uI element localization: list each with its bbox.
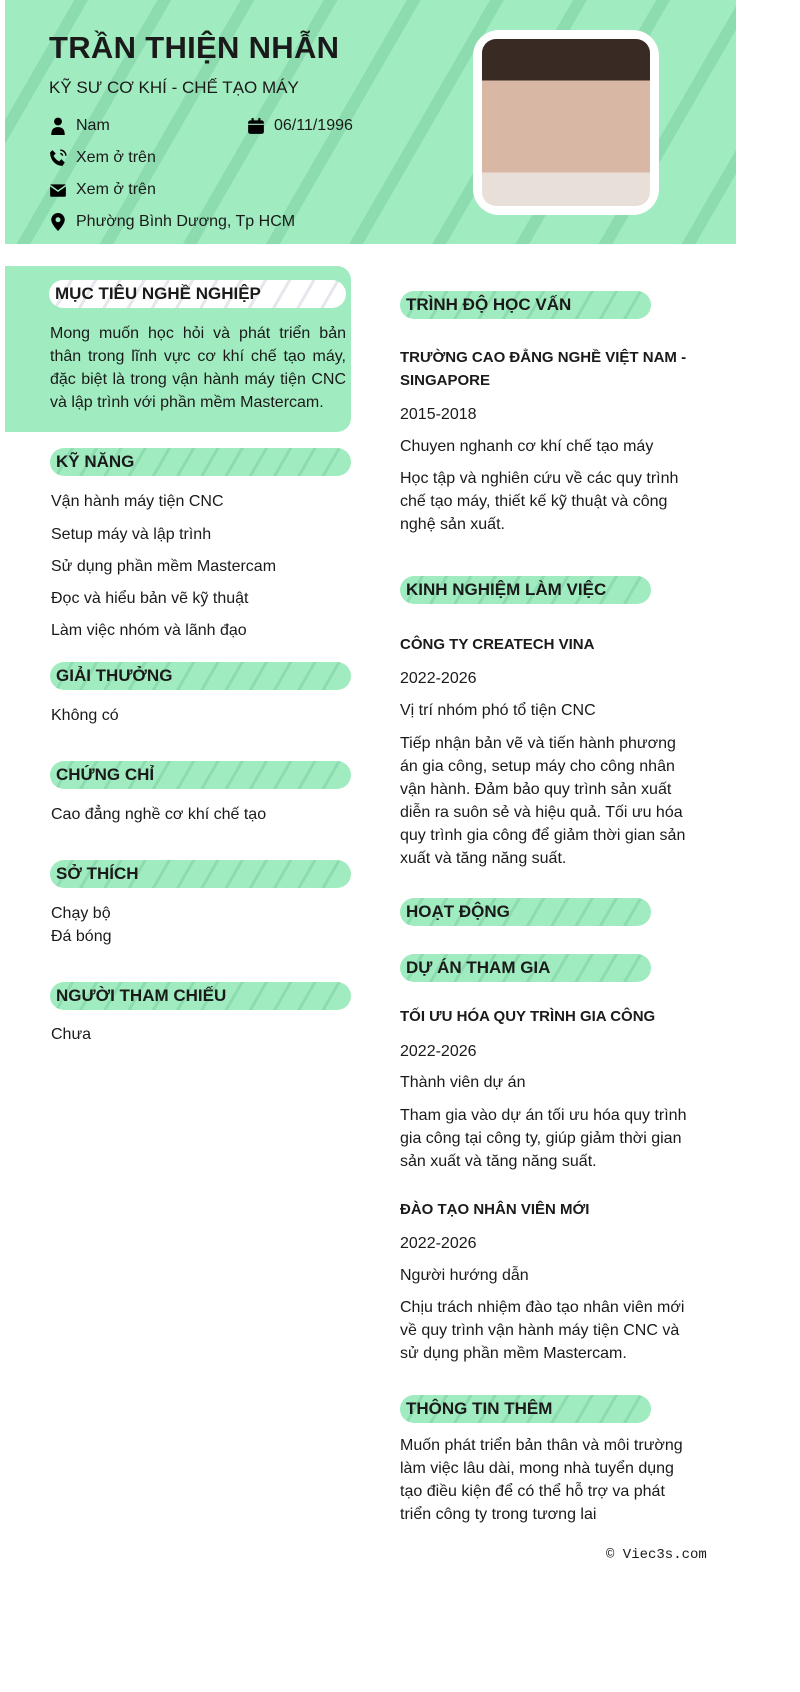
education-period: 2015-2018 (400, 406, 477, 423)
person-icon (49, 117, 67, 135)
calendar-icon (247, 117, 265, 135)
additional-text: Muốn phát triển bản thân và môi trường làm việc lâu dài, mong nhà tuyển dụng tạo điều kiện để có thể hỗ trợ va phát triển công ty trong tương lai (400, 1437, 683, 1523)
project-period: 2022-2026 (400, 1043, 477, 1060)
experience-heading: KINH NGHIỆM LÀM VIỆC (400, 576, 651, 604)
map-pin-icon (49, 213, 67, 231)
skill-item: Làm việc nhóm và lãnh đạo (51, 622, 247, 639)
skill-item: Vận hành máy tiện CNC (51, 493, 224, 510)
awards-text: Không có (51, 707, 119, 724)
objective-section (5, 266, 351, 432)
cv-header (5, 0, 736, 244)
project-title: TỐI ƯU HÓA QUY TRÌNH GIA CÔNG (400, 1008, 656, 1025)
email-value: Xem ở trên (76, 181, 156, 198)
experience-period: 2022-2026 (400, 670, 477, 687)
phone-info (49, 149, 156, 167)
skill-item: Đọc và hiểu bản vẽ kỹ thuật (51, 590, 249, 607)
references-text: Chưa (51, 1026, 92, 1043)
projects-heading: DỰ ÁN THAM GIA (400, 954, 651, 982)
phone-icon (49, 149, 67, 167)
skill-item: Sử dụng phần mềm Mastercam (51, 558, 277, 575)
address-value: Phường Bình Dương, Tp HCM (76, 213, 296, 230)
project-desc: Tham gia vào dự án tối ưu hóa quy trình gia công tại công ty, giúp giảm thời gian sản xuất và tăng năng suất. (400, 1107, 687, 1170)
education-desc: Học tập và nghiên cứu về các quy trình chế tạo máy, thiết kế kỹ thuật và công nghệ sản xuất. (400, 470, 679, 533)
objective-heading: MỤC TIÊU NGHỀ NGHIỆP (49, 280, 346, 308)
skills-heading: KỸ NĂNG (50, 448, 351, 476)
project-role: Thành viên dự án (400, 1074, 526, 1091)
education-heading: TRÌNH ĐỘ HỌC VẤN (400, 291, 651, 319)
skill-item: Setup máy và lập trình (51, 526, 212, 543)
hobby-item: Đá bóng (51, 928, 112, 945)
references-heading: NGƯỜI THAM CHIẾU (50, 982, 351, 1010)
project-desc: Chịu trách nhiệm đào tạo nhân viên mới về quy trình vận hành máy tiện CNC và sử dụng phần mềm Mastercam. (400, 1299, 685, 1362)
email-info (49, 181, 156, 199)
activities-heading: HOẠT ĐỘNG (400, 898, 651, 926)
objective-text: Mong muốn học hỏi và phát triển bản thân trong lĩnh vực cơ khí chế tạo máy, đặc biệt là trong vận hành máy tiện CNC và lập trình với phần mềm Mastercam. (50, 325, 346, 411)
hobby-item: Chạy bộ (51, 905, 111, 922)
footer-copyright: © Viec3s.com (606, 1547, 707, 1563)
experience-role: Vị trí nhóm phó tổ tiện CNC (400, 702, 596, 719)
company-name: CÔNG TY CREATECH VINA (400, 636, 595, 653)
hobbies-heading: SỞ THÍCH (50, 860, 351, 888)
certificates-heading: CHỨNG CHỈ (50, 761, 351, 789)
gender-info (49, 117, 110, 135)
profile-photo (473, 30, 659, 215)
additional-heading: THÔNG TIN THÊM (400, 1395, 651, 1423)
education-major: Chuyen nghanh cơ khí chế tạo máy (400, 438, 654, 455)
project-role: Người hướng dẫn (400, 1267, 529, 1284)
phone-value: Xem ở trên (76, 149, 156, 166)
candidate-name: TRẦN THIỆN NHẪN (49, 30, 340, 65)
dob-value: 06/11/1996 (274, 117, 353, 134)
experience-desc: Tiếp nhận bản vẽ và tiến hành phương án gia công, setup máy cho công nhân vận hành. Đảm bảo quy trình sản xuất diễn ra suôn sẻ và hiệu quả. Tối ưu hóa quy trình gia công để giảm thời gian sản xuất và tăng năng suất. (400, 735, 686, 867)
project-title: ĐÀO TẠO NHÂN VIÊN MỚI (400, 1201, 590, 1218)
address-info (49, 213, 295, 231)
dob-info (247, 117, 353, 135)
envelope-icon (49, 181, 67, 199)
gender-value: Nam (76, 117, 110, 134)
awards-heading: GIẢI THƯỞNG (50, 662, 351, 690)
certificates-text: Cao đẳng nghề cơ khí chế tạo (51, 806, 267, 823)
job-title: KỸ SƯ CƠ KHÍ - CHẾ TẠO MÁY (49, 78, 299, 97)
school-name: TRƯỜNG CAO ĐẲNG NGHỀ VIỆT NAM - SINGAPORE (400, 349, 687, 389)
project-period: 2022-2026 (400, 1235, 477, 1252)
